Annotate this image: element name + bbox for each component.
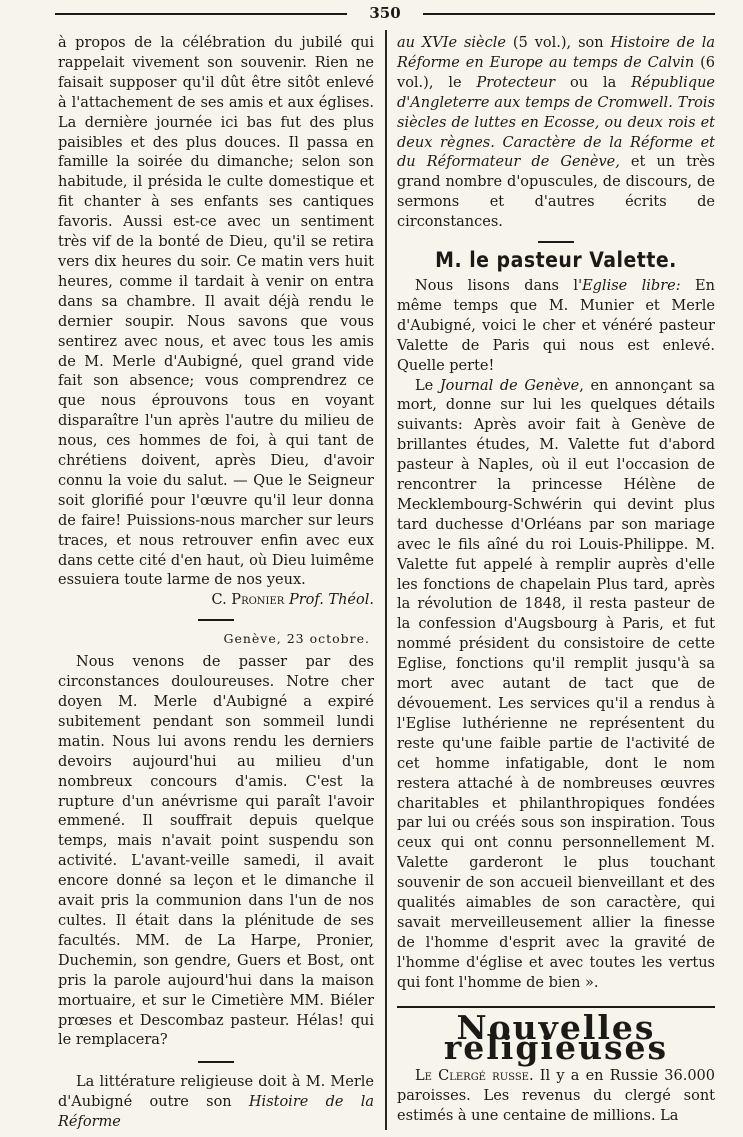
valette-p2-text-b: , en annonçant sa mort, donne sur lui les quelques détails suivants: Après avoir fait à Genève de brillantes études, M. Valette fut d'abord pasteur à Naples, où il eut l'occasion de rencontrer la princesse Hélène de Mecklembourg-Schwérin qui devint plus tard duchesse d'Orléans par son mariage avec le fils aîné du roi Louis-Philippe. M. Valette fut appelé à remplir auprès d'elle les fonctions de chapelain Plus tard, après la révolution de 1848, il resta pasteur de la confession d'Augsbourg à Paris, et fut nommé président du consistoire de cette Eglise, fonctions qu'il remplit jusqu'à sa mort avec autant de tact que de dévouement. Les services qu'il a rendus à l'Eglise luthérienne ne représentent du reste qu'une faible partie de l'activité de cet homme infatigable, dont le nom restera attaché à de nombreuses œuvres charitables et philanthropiques fondées par lui ou créés sous son inspiration. Tous ceux qui ont connu personnellement M. Valette garderont le plus touchant souvenir de son accueil bienveillant et des qualités aimables de son caractère, qui savait merveilleusement allier la finesse de l'homme d'esprit avec la gravité de l'homme d'église et avec toutes les vertus qui font l'homme de bien ». — [397, 377, 715, 991]
separator-rule — [538, 241, 574, 243]
right-column — [397, 34, 715, 1127]
clergy-paragraph — [397, 1067, 715, 1127]
page-number: 350 — [369, 4, 401, 22]
literature-paragraph — [58, 1073, 374, 1133]
continuation-segment: ou la — [555, 74, 632, 91]
separator-rule — [198, 619, 234, 621]
geneva-paragraph: Nous venons de passer par des circonstances douloureuses. Notre cher doyen M. Merle d'Aubigné a expiré subitement pendant son sommeil lundi matin. Nous lui avons rendu les derniers devoirs aujourd'hui au milieu d'un nombreux concours d'amis. C'est la rupture d'un anévrisme qui paraît l'avoir emmené. Il souffrait depuis quelque temps, mais n'avait point suspendu son activité. L'avant-veille samedi, il avait encore donné sa leçon et le dimanche il avait pris la communion dans l'un de nos cultes. Il était dans la plénitude de ses facultés. MM. de La Harpe, Pronier, Duchemin, son gendre, Guers et Bost, ont pris la parole aujourd'hui dans la maison mortuaire, et sur le Cimetière MM. Biéler prœses et Descombaz pasteur. Hélas! qui le remplacera? — [58, 654, 374, 1049]
valette-p1-text-b: En même temps que M. Munier et Merle d'Aubigné, voici le cher et vénéré pasteur Valette de Paris qui nous est enlevé. Quelle perte! — [397, 277, 715, 374]
continuation-segment: au XVIe siècle — [397, 35, 506, 51]
dateline: Genève, 23 octobre. — [223, 631, 370, 647]
signature-title: Prof. Théol. — [288, 592, 374, 609]
signature-name: C. Pronier — [211, 592, 285, 609]
news-heading: Nouvelles religieuses — [443, 1007, 669, 1067]
continuation-segment: et un très grand nombre d'opuscules, de discours, de sermons et d'autres écrits de circonstances. — [397, 154, 715, 231]
valette-p2-text-a: Le — [415, 377, 440, 394]
continuation-segment: (5 vol.), son — [505, 35, 611, 51]
column-divider — [385, 30, 387, 1130]
signature — [58, 591, 374, 611]
continuation-segment: République d'Angleterre aux temps de Cromwell. Trois siècles de luttes en Ecosse, ou deux rois et deux règnes. Caractère de la Réforme et du Réformateur de Genève, — [397, 74, 715, 171]
header-rule-right — [423, 13, 715, 15]
valette-paragraph-2 — [397, 377, 715, 994]
obituary-letter-text: à propos de la célébration du jubilé qui rappelait vivement son souvenir. Rien ne faisait supposer qu'il dût être sitôt enlevé à l'attachement de ses amis et aux églises. La dernière journée ici bas fut des plus paisibles et des plus douces. Il passa en famille la soirée du dimanche; selon son habitude, il présida le culte domestique et fit chanter à ses enfants ses cantiques favoris. Aussi est-ce avec un sentiment très vif de la bonté de Dieu, qu'il se retira vers dix heures du soir. Ce matin vers huit heures, comme il tardait à venir on entra dans sa chambre. Il avait déjà rendu le dernier soupir. Nous savons que vous sentirez avec nous, et avec tous les amis de M. Merle d'Aubigné, quel grand vide fait son absence; vous comprendrez ce que nous éprouvons tous en voyant disparaître l'un après l'autre du milieu de nous, ces hommes de foi, à qui tant de chrétiens doivent, après Dieu, d'avoir connu la voie du salut. — Que le Seigneur soit glorifié pour l'œuvre qu'il leur donna de faire! Puissions-nous marcher sur leurs traces, et nous retrouver enfin avec eux dans cette cité d'en haut, où Dieu luimême essuiera toute larme de nos yeux. — [58, 35, 374, 589]
valette-p1-source: Eglise libre: — [582, 277, 681, 294]
clergy-label: Le Clergé russe. — [415, 1068, 534, 1085]
clergy-text: Il y a en Russie 36.000 paroisses. Les revenus du clergé sont estimés à une centaine de millions. La — [397, 1068, 715, 1125]
page-header — [55, 4, 715, 24]
continuation-segment: (6 vol.), le — [397, 54, 715, 91]
continuation-segment: Protecteur — [476, 74, 556, 91]
valette-heading: M. le pasteur Valette. — [435, 248, 677, 273]
literature-text: La littérature religieuse doit à M. Merle d'Aubigné outre son — [58, 1074, 374, 1111]
continuation-segment: Histoire de la Réforme en Europe au temps de Calvin — [397, 35, 715, 71]
separator-rule — [198, 1061, 234, 1063]
valette-p1-text-a: Nous lisons dans l' — [415, 277, 583, 294]
literature-title: Histoire de la Réforme — [58, 1094, 374, 1131]
valette-paragraph-1 — [397, 277, 715, 377]
valette-p2-source: Journal de Genève — [439, 377, 580, 394]
literature-continuation — [397, 34, 715, 233]
left-column — [58, 34, 374, 1133]
